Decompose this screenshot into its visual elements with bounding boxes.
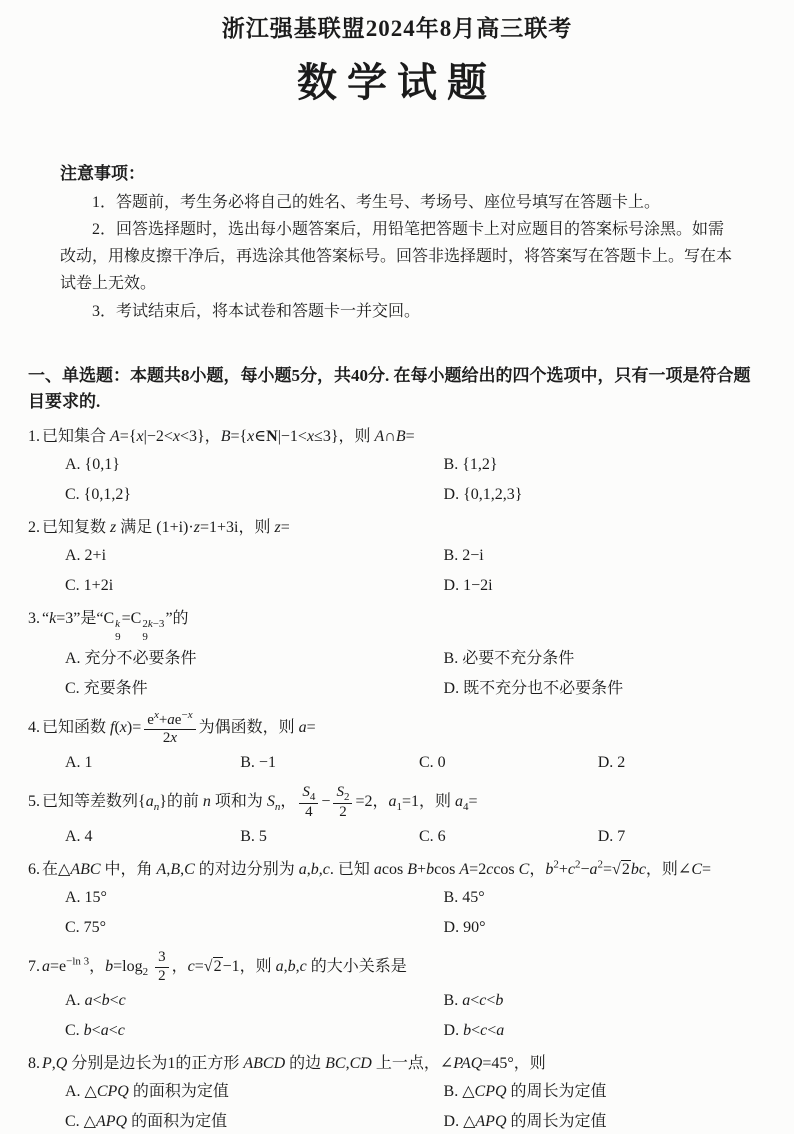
question-1-stem xyxy=(28,425,766,449)
question-2-options xyxy=(28,544,766,598)
question-4-option-a: A. 1 xyxy=(65,754,93,772)
question-7-option-c: C. b<a<c xyxy=(65,1021,125,1039)
question-5-option-c: C. 6 xyxy=(419,828,446,846)
question-7-option-a: A. a<b<c xyxy=(65,991,126,1009)
question-6-stem xyxy=(28,858,766,882)
question-2-option-d: D. 1−2i xyxy=(443,576,493,594)
question-2-option-c: C. 1+2i xyxy=(65,576,114,594)
question-1-option-c: C. {0,1,2} xyxy=(65,485,132,503)
question-1-options xyxy=(28,453,766,507)
question-7-option-d: D. b<c<a xyxy=(443,1021,505,1039)
question-7-option-b: B. a<c<b xyxy=(443,991,504,1009)
question-1-option-d: D. {0,1,2,3} xyxy=(443,485,523,503)
question-6-option-d: D. 90° xyxy=(443,919,486,937)
question-2-text: 已知复数 z 满足 (1+i)·z=1+3i，则 z= xyxy=(42,518,290,536)
question-5-option-d: D. 7 xyxy=(597,828,626,846)
question-4-stem xyxy=(28,710,766,748)
notice-item-3: 3．考试结束后，将本试卷和答题卡一并交回。 xyxy=(92,302,421,320)
question-1-text: 已知集合 A={x|−2<x<3}，B={x∈N|−1<x≤3}，则 A∩B= xyxy=(42,427,415,445)
question-6-text: 在△ABC 中，角 A,B,C 的对边分别为 a,b,c. 已知 acos B+bcos A=2ccos C，$b^2+c^2-a^2=√2bc$，则∠C= xyxy=(42,859,712,879)
question-4-option-b: B. −1 xyxy=(240,754,276,772)
question-3-options xyxy=(28,647,766,701)
question-1-option-a: A. {0,1} xyxy=(65,455,120,473)
question-2-stem xyxy=(28,516,766,540)
question-4 xyxy=(28,710,766,776)
question-3-option-d: D. 既不充分也不必要条件 xyxy=(443,679,624,697)
question-3-option-c: C. 充要条件 xyxy=(65,679,148,697)
exam-subtitle: 数学试题 xyxy=(297,60,497,105)
question-8-option-d: D. △APQ 的周长为定值 xyxy=(443,1112,607,1130)
question-6-option-c: C. 75° xyxy=(65,919,107,937)
question-5-text: 已知等差数列$\{a_n\}$的前 n 项和为 $S_n$， $\frac{S_4}{4}$ − $\frac{S_2}{2}$ =2，$a_1=1$，则 $a_4=$ xyxy=(42,784,478,821)
question-2 xyxy=(28,516,766,598)
question-5 xyxy=(28,784,766,849)
question-4-text: 已知函数 f(x)= $\frac{e^x+ae^{-x}}{2x}$ 为偶函数，则 a= xyxy=(42,708,316,746)
question-6-options xyxy=(28,886,766,940)
question-8-option-c: C. △APQ 的面积为定值 xyxy=(65,1112,228,1130)
notice-item-2: 2．回答选择题时，选出每小题答案后，用铅笔把答题卡上对应题目的答案标号涂黑。如需改动，用橡皮擦干净后，再选涂其他答案标号。回答非选择题时，将答案写在答题卡上。写在本试卷上无效。 xyxy=(60,221,733,293)
question-8-options xyxy=(28,1080,766,1134)
question-3-option-b: B. 必要不充分条件 xyxy=(443,649,575,667)
question-1-number: 1. xyxy=(28,427,40,445)
notice-heading: 注意事项： xyxy=(60,164,145,183)
question-3-number: 3. xyxy=(28,609,40,627)
question-4-option-c: C. 0 xyxy=(419,754,446,772)
question-3-text: “k=3”是“C k 9 =C 2k−3 9 ”的 xyxy=(42,609,189,643)
question-7 xyxy=(28,949,766,1043)
question-7-number: 7. xyxy=(28,957,40,975)
question-5-option-a: A. 4 xyxy=(65,828,93,846)
question-3 xyxy=(28,607,766,701)
question-7-stem xyxy=(28,949,766,985)
question-2-option-a: A. 2+i xyxy=(65,546,107,564)
question-5-stem xyxy=(28,784,766,821)
question-6-option-b: B. 45° xyxy=(443,889,485,907)
question-7-text: $a=e^{-ln 3}$，$b=\log_2$ $\frac{3}{2}$ ，c=√2−1，则 a,b,c 的大小关系是 xyxy=(42,949,407,984)
question-8-stem xyxy=(28,1052,766,1076)
question-6 xyxy=(28,858,766,940)
question-3-stem xyxy=(28,607,766,643)
question-8-number: 8. xyxy=(28,1054,40,1072)
notice-section xyxy=(60,160,738,325)
question-8-option-b: B. △CPQ 的周长为定值 xyxy=(443,1082,607,1100)
exam-title: 浙江强基联盟2024年8月高三联考 xyxy=(221,16,573,41)
question-8-text: P,Q 分别是边长为1的正方形 ABCD 的边 BC,CD 上一点，∠PAQ=45°，则 xyxy=(42,1054,546,1072)
question-6-number: 6. xyxy=(28,861,40,879)
question-7-options xyxy=(28,989,766,1043)
question-4-options xyxy=(28,751,766,775)
section-one-heading: 一、单选题：本题共8小题，每小题5分，共40分. 在每小题给出的四个选项中，只有一项是符合题目要求的. xyxy=(28,365,751,412)
notice-item-1: 1．答题前，考生务必将自己的姓名、考生号、考场号、座位号填写在答题卡上。 xyxy=(92,193,661,211)
question-5-options xyxy=(28,825,766,849)
question-4-number: 4. xyxy=(28,719,40,737)
question-5-option-b: B. 5 xyxy=(240,828,267,846)
question-8 xyxy=(28,1052,766,1134)
question-8-option-a: A. △CPQ 的面积为定值 xyxy=(65,1082,229,1100)
question-6-option-a: A. 15° xyxy=(65,889,107,907)
question-5-number: 5. xyxy=(28,793,40,811)
question-1 xyxy=(28,425,766,507)
question-3-option-a: A. 充分不必要条件 xyxy=(65,649,197,667)
question-2-number: 2. xyxy=(28,518,40,536)
question-4-option-d: D. 2 xyxy=(597,754,626,772)
question-1-option-b: B. {1,2} xyxy=(443,455,498,473)
question-2-option-b: B. 2−i xyxy=(443,546,484,564)
